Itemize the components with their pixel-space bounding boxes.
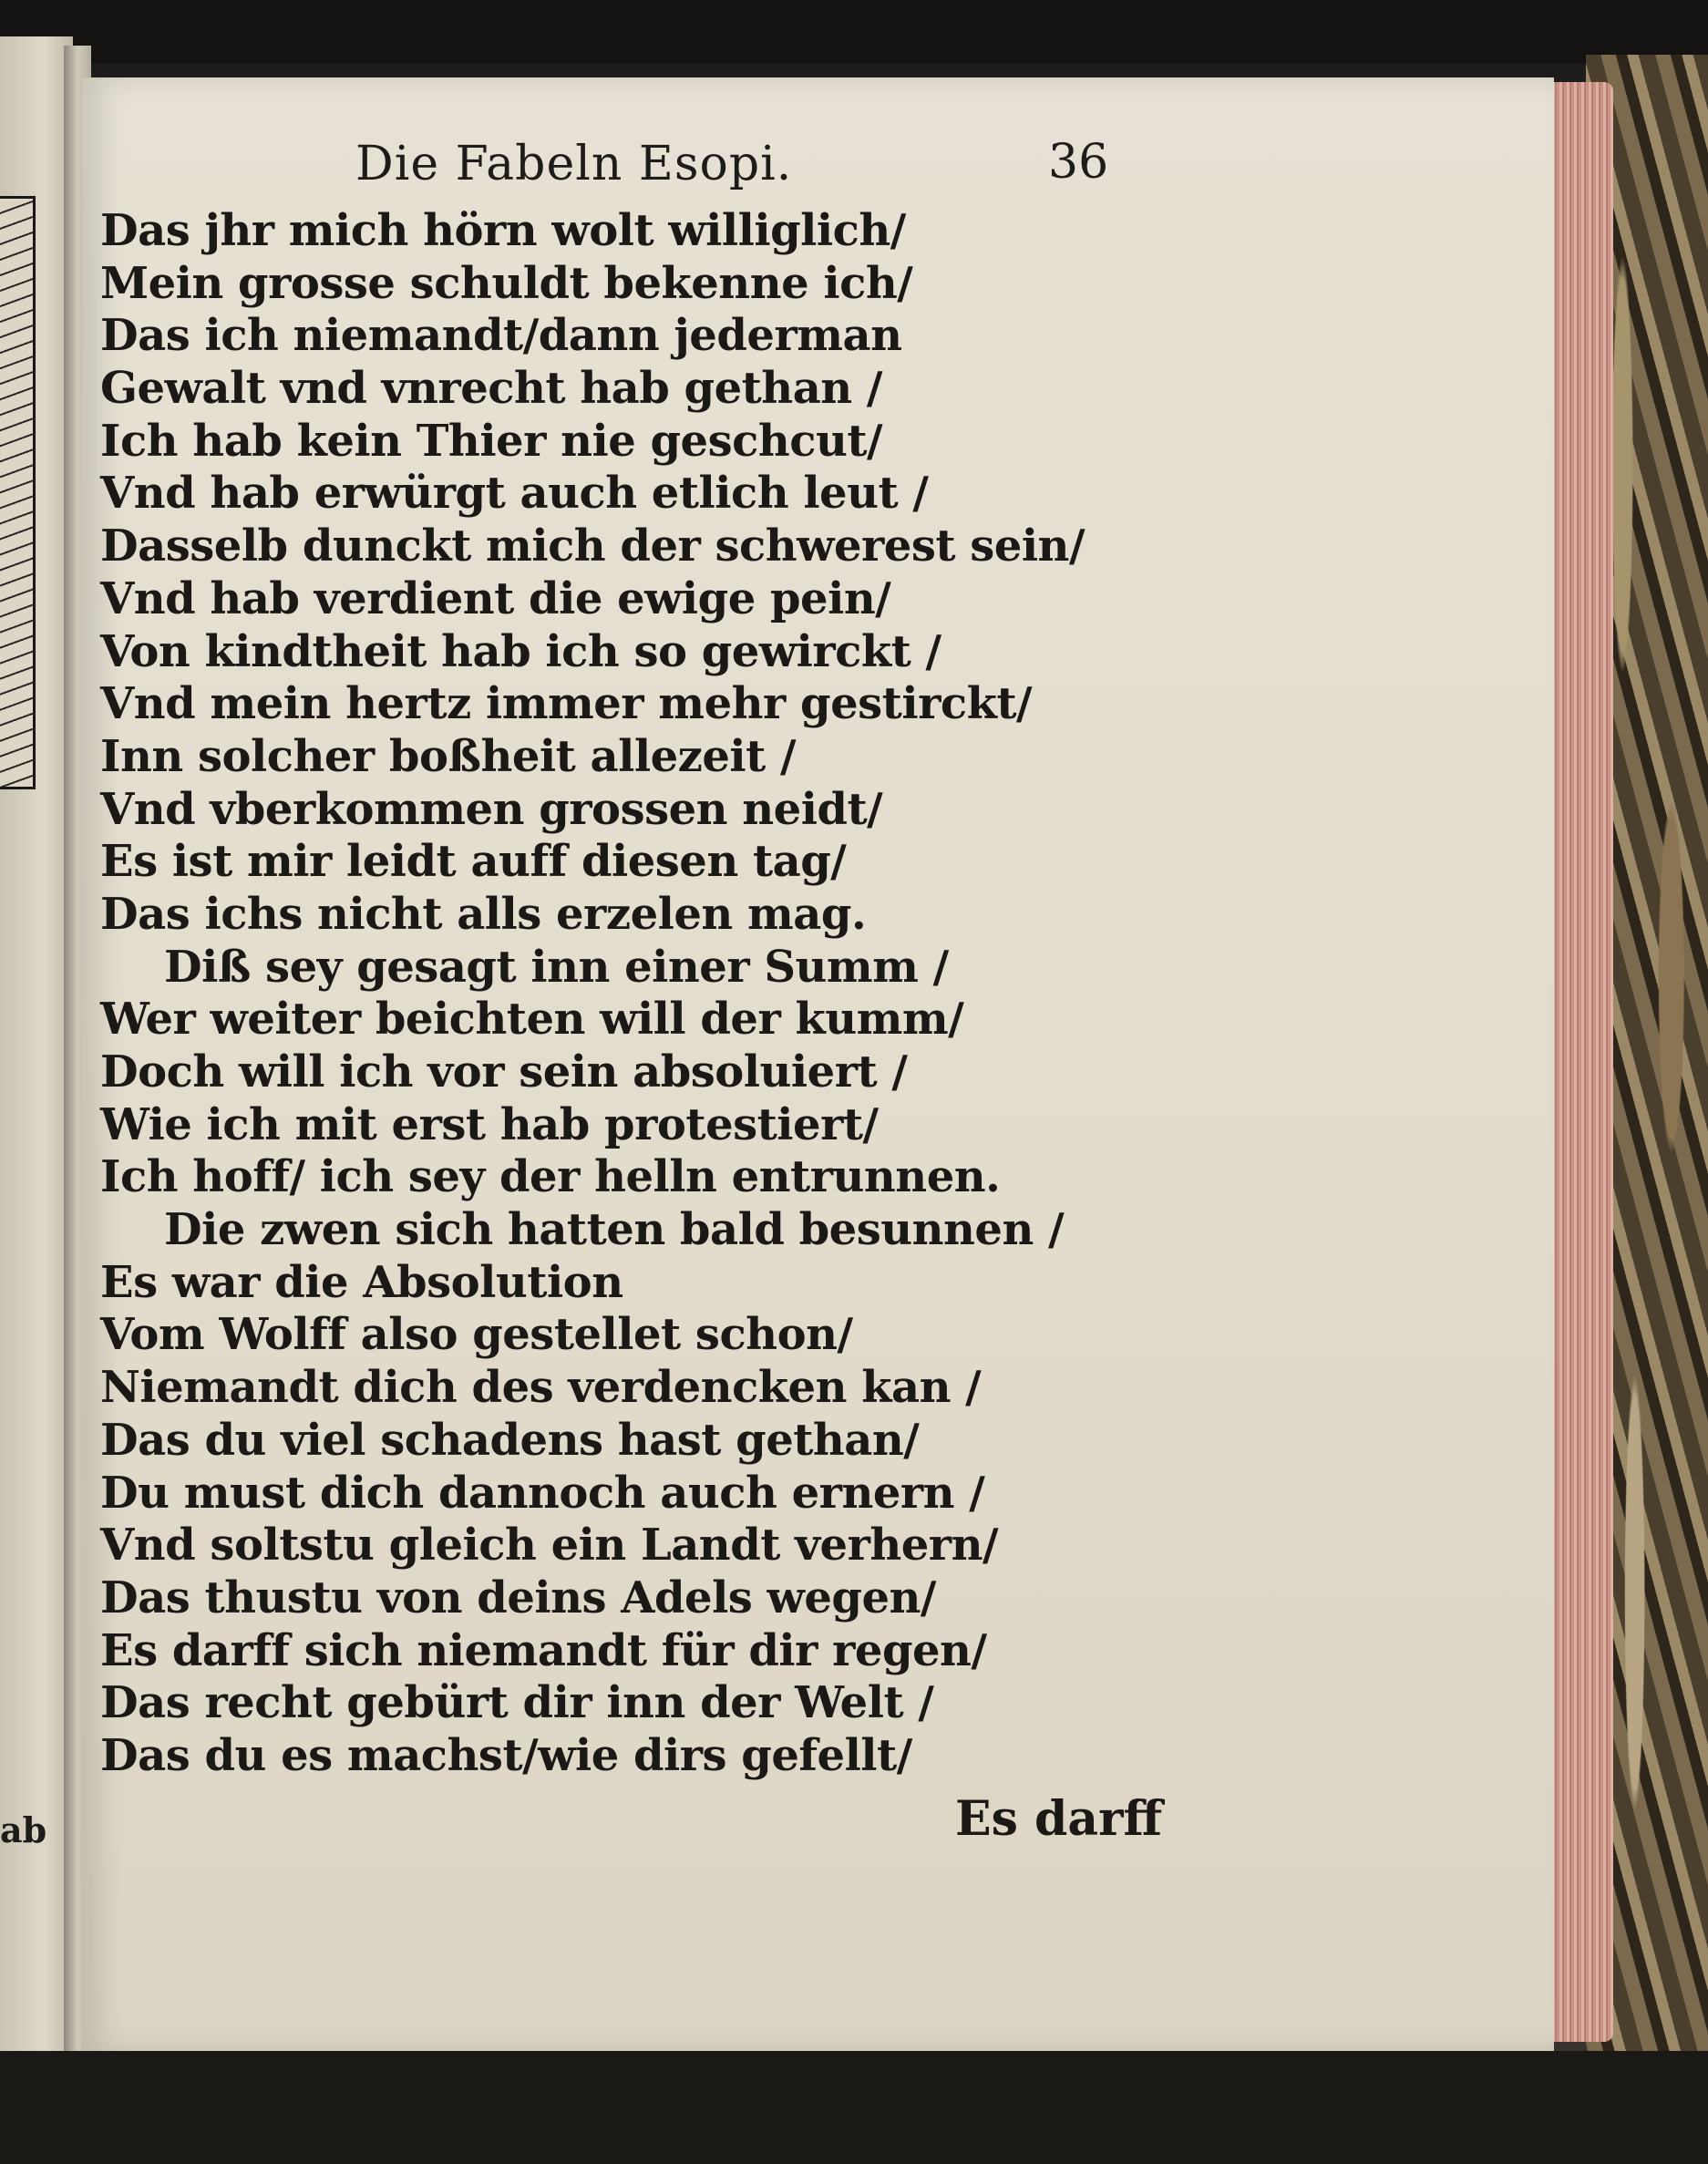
verse-line: Gewalt vnd vnrecht hab gethan / bbox=[100, 363, 882, 415]
catchword: Es darff bbox=[955, 1791, 1163, 1847]
verse-line: Du must dich dannoch auch ernern / bbox=[100, 1467, 985, 1519]
verse-line: Niemandt dich des verdencken kan / bbox=[100, 1362, 982, 1414]
verse-line: Diß sey gesagt inn einer Summ / bbox=[164, 941, 949, 993]
verse-line: Das jhr mich hörn wolt williglich/ bbox=[100, 205, 906, 256]
verse-line: Das ichs nicht alls erzelen mag. bbox=[100, 888, 867, 940]
running-title: Die Fabeln Esopi. bbox=[355, 137, 793, 191]
top-shadow bbox=[0, 0, 1708, 64]
verse-line: Das du viel schadens hast gethan/ bbox=[100, 1414, 920, 1466]
woodcut-illustration bbox=[0, 196, 36, 789]
verse-line: Das thustu von deins Adels wegen/ bbox=[100, 1571, 936, 1623]
verse-line: Vnd hab verdient die ewige pein/ bbox=[100, 572, 891, 624]
page-edges bbox=[1549, 82, 1613, 2042]
verse-line: Die zwen sich hatten bald besunnen / bbox=[164, 1204, 1065, 1256]
verse-line: Das du es machst/wie dirs gefellt/ bbox=[100, 1729, 912, 1781]
verse-line: Inn solcher boßheit allezeit / bbox=[100, 730, 797, 782]
verse-line: Es war die Absolution bbox=[100, 1256, 623, 1308]
verse-line: Es ist mir leidt auff diesen tag/ bbox=[100, 836, 847, 888]
verse-line: Dasselb dunckt mich der schwerest sein/ bbox=[100, 520, 1085, 572]
verse-line: Vnd hab erwürgt auch etlich leut / bbox=[100, 468, 929, 520]
bottom-shadow bbox=[0, 2051, 1708, 2164]
facing-page-fragment: ab bbox=[0, 1809, 47, 1850]
verse-text bbox=[100, 205, 1085, 1783]
verse-line: Vnd soltstu gleich ein Landt verhern/ bbox=[100, 1520, 999, 1571]
verse-line: Ich hab kein Thier nie geschcut/ bbox=[100, 415, 883, 467]
verse-line: Vnd vberkommen grossen neidt/ bbox=[100, 783, 883, 835]
verse-line: Ich hoff/ ich sey der helln entrunnen. bbox=[100, 1151, 1001, 1203]
verse-line: Vom Wolff also gestellet schon/ bbox=[100, 1309, 853, 1361]
verse-line: Das recht gebürt dir inn der Welt / bbox=[100, 1677, 934, 1729]
verse-line: Es darff sich niemandt für dir regen/ bbox=[100, 1624, 987, 1676]
verse-line: Mein grosse schuldt bekenne ich/ bbox=[100, 257, 913, 309]
page-number: 36 bbox=[1048, 135, 1109, 190]
verse-line: Vnd mein hertz immer mehr gestirckt/ bbox=[100, 678, 1033, 730]
verse-line: Von kindtheit hab ich so gewirckt / bbox=[100, 625, 941, 677]
verse-line: Wer weiter beichten will der kumm/ bbox=[100, 994, 964, 1046]
verse-line: Doch will ich vor sein absoluiert / bbox=[100, 1046, 908, 1097]
verse-line: Wie ich mit erst hab protestiert/ bbox=[100, 1098, 879, 1150]
verse-line: Das ich niemandt/dann jederman bbox=[100, 310, 902, 362]
